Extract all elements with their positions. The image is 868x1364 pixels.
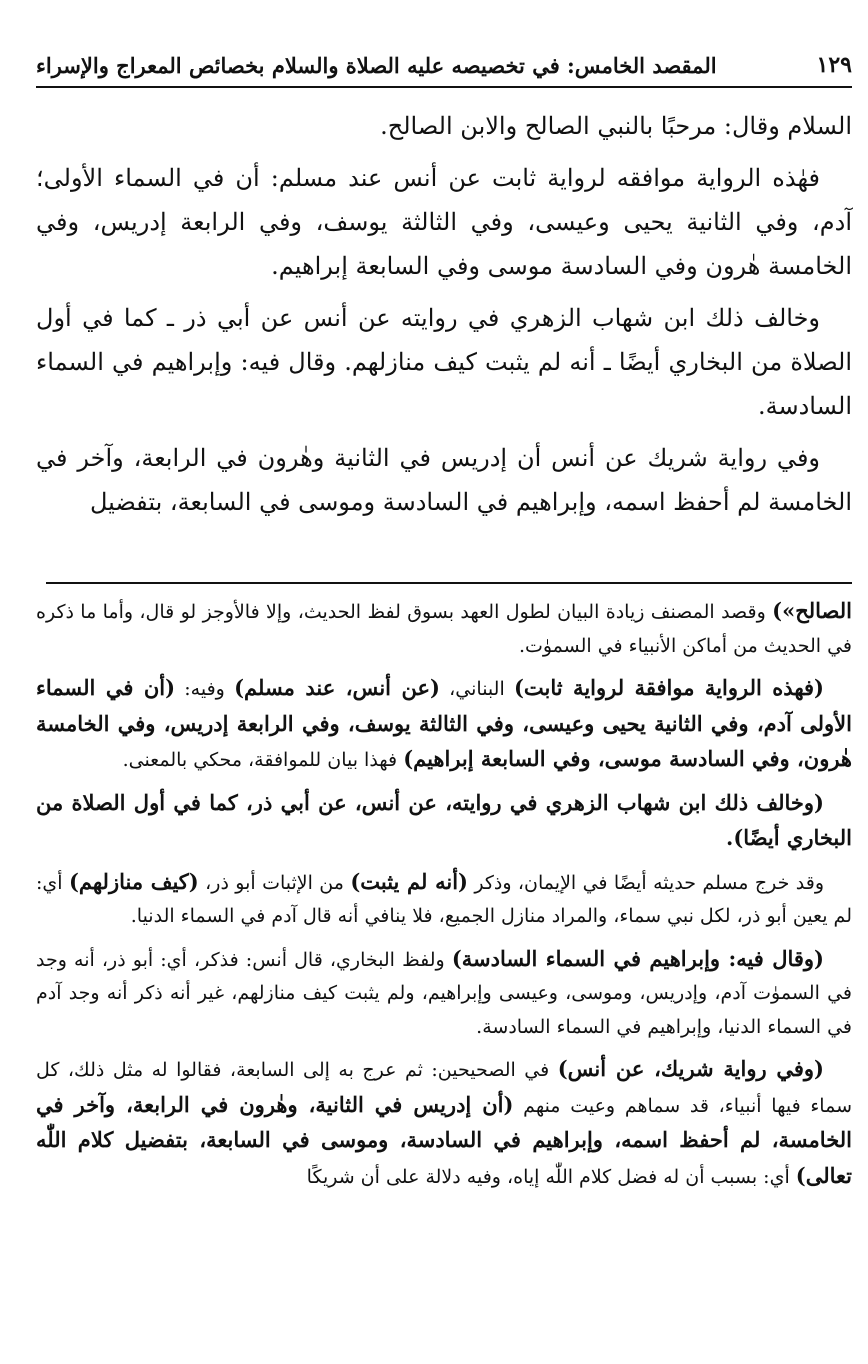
paragraph-text: وقصد المصنف زيادة البيان لطول العهد بسوق لفظ الحديث، وإلا فالأوجز لو قال، وأما ما ذكره في الحديث من أماكن الأنبياء في السموٰت.	[36, 601, 852, 657]
paragraph-text: وفيه:	[175, 678, 235, 700]
paragraph-text: وفي رواية شريك عن أنس أن إدريس في الثانية وهٰرون في الرابعة، وآخر في الخامسة لم أحفظ اسمه، وإبراهيم في السادسة وموسى في السابعة، بتفضيل	[36, 444, 852, 516]
paragraph-text: البناني،	[439, 678, 514, 700]
paragraph-text: السلام وقال: مرحبًا بالنبي الصالح والابن الصالح.	[380, 112, 852, 140]
quoted-text: الصالح»)	[772, 598, 852, 623]
paragraph-text: ولفظ البخاري، قال أنس: فذكر، أي: أبو ذر، أنه وجد في السموٰت آدم، وإدريس، وموسى، وعيسى وإبراهيم، ولم يثبت كيف منازلهم، غير أنه ذكر أنه وجد آدم في السماء الدنيا، وإبراهيم في السماء السادسة.	[36, 948, 852, 1038]
commentary-text	[36, 594, 852, 1202]
running-header	[36, 44, 852, 88]
quoted-text: (كيف منازلهم)	[68, 868, 199, 894]
page-number: ١٢٩	[816, 52, 852, 78]
main-text-paragraph	[36, 296, 852, 428]
paragraph-text: فهٰذه الرواية موافقه لرواية ثابت عن أنس عند مسلم: أن في السماء الأولى؛ آدم، وفي الثانية يحيى وعيسى، وفي الثالثة يوسف، وفي الرابعة إدريس، وفي الخامسة هٰرون وفي السادسة موسى وفي السابعة إبراهيم.	[36, 164, 852, 280]
quoted-text: (أن في السماء الأولى آدم، وفي الثانية يحيى وعيسى، وفي الثالثة يوسف، وفي الرابعة إدريس، وفي الخامسة هٰرون، وفي السادسة موسى، وفي السابعة إبراهيم)	[36, 675, 852, 771]
quoted-text: (فهذه الرواية موافقة لرواية ثابت)	[513, 675, 824, 700]
main-text-paragraph	[36, 156, 852, 288]
main-text-paragraph	[36, 104, 852, 148]
quoted-text: (عن أنس، عند مسلم)	[234, 675, 440, 700]
commentary-paragraph	[36, 942, 852, 1045]
commentary-paragraph	[36, 671, 852, 778]
quoted-text: (وفي رواية شريك، عن أنس)	[557, 1056, 824, 1081]
commentary-paragraph	[36, 865, 852, 934]
paragraph-text: وقد خرج مسلم حديثه أيضًا في الإيمان، وذكر	[467, 871, 824, 894]
main-text-paragraph	[36, 436, 852, 524]
header-title: المقصد الخامس: في تخصيصه عليه الصلاة والسلام بخصائص المعراج والإسراء	[36, 52, 717, 78]
quoted-text: (وخالف ذلك ابن شهاب الزهري في روايته، عن أنس، عن أبي ذر، كما في أول الصلاة من البخاري أيضًا).	[36, 789, 852, 850]
commentary-paragraph	[36, 1052, 852, 1194]
book-page	[36, 44, 852, 1344]
paragraph-text: أي: لم يعين أبو ذر، لكل نبي سماء، والمراد منازل الجميع، فلا ينافي أنه قال آدم في السماء الدنيا.	[36, 871, 852, 927]
footnote-divider	[46, 582, 852, 584]
paragraph-text: في الصحيحين: ثم عرج به إلى السابعة، فقالوا له مثل ذلك، كل سماء فيها أنبياء، قد سماهم وعيت منهم	[36, 1059, 852, 1117]
main-text	[36, 104, 852, 532]
quoted-text: (وقال فيه: وإبراهيم في السماء السادسة)	[451, 945, 824, 971]
paragraph-text: أي: بسبب أن له فضل كلام اللّٰه إياه، وفيه دلالة على أن شريكًا	[306, 1165, 796, 1188]
paragraph-text: وخالف ذلك ابن شهاب الزهري في روايته عن أنس عن أبي ذر ـ كما في أول الصلاة من البخاري أيضًا ـ أنه لم يثبت كيف منازلهم. وقال فيه: وإبراهيم في السماء السادسة.	[36, 304, 852, 420]
quoted-text: (أنه لم يثبت)	[350, 868, 468, 894]
commentary-paragraph	[36, 594, 852, 663]
quoted-text: (أن إدريس في الثانية، وهٰرون في الرابعة، وآخر في الخامسة، لم أحفظ اسمه، وإبراهيم في السادسة، وموسى في السابعة، بتفضيل كلام اللّٰه تعالى)	[36, 1091, 852, 1188]
paragraph-text: فهذا بيان للموافقة، محكي بالمعنى.	[122, 749, 404, 771]
paragraph-text: من الإثبات أبو ذر،	[198, 871, 351, 894]
commentary-paragraph	[36, 786, 852, 857]
